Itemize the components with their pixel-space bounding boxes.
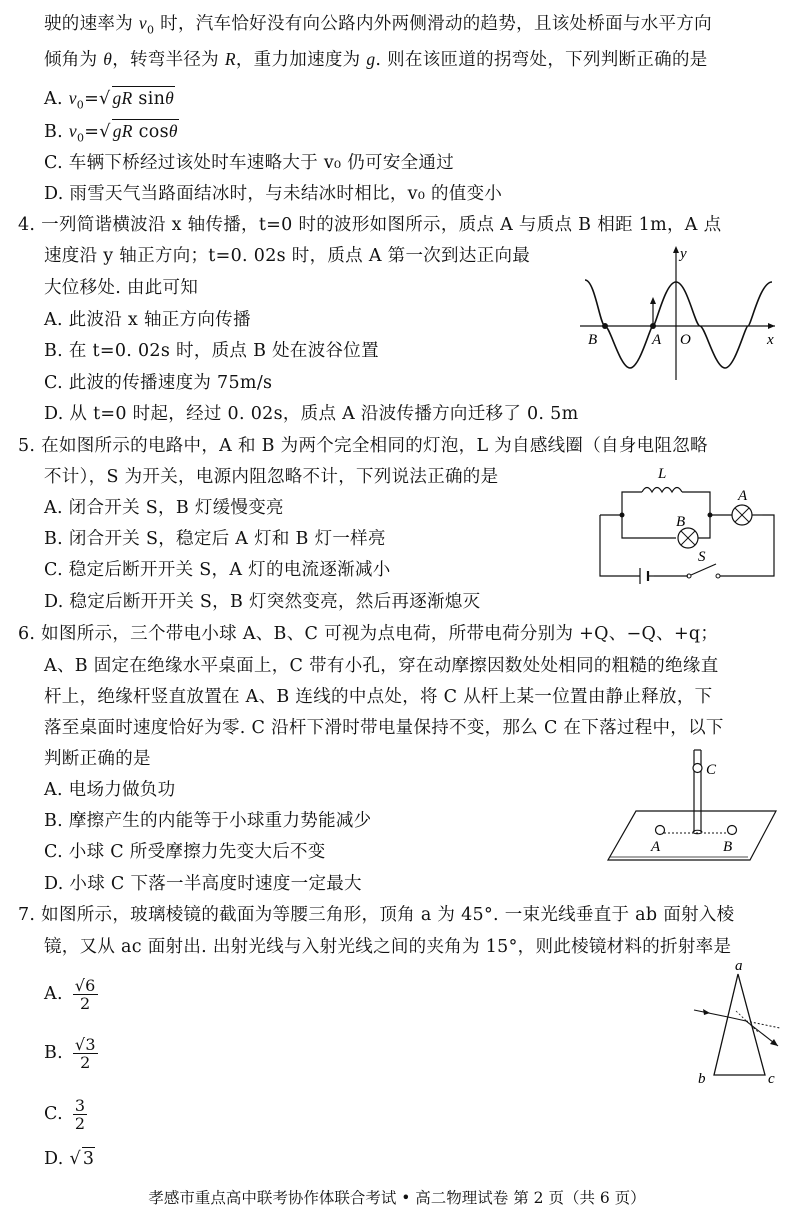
q6-option-c: C. 小球 C 所受摩擦力先变大后不变: [44, 842, 326, 862]
q3-stem-line-2: 倾角为 θ，转弯半径为 R，重力加速度为 g. 则在该匝道的拐弯处，下列判断正确的是: [44, 49, 708, 70]
q7-option-a: A. $\frac{√6}{2}$: [44, 976, 96, 1013]
prism-label-a: a: [735, 958, 743, 974]
circuit-label-l: L: [658, 466, 667, 482]
q5-option-b: B. 闭合开关 S，稳定后 A 灯和 B 灯一样亮: [44, 529, 386, 549]
q7-option-c: C. $\frac{3}{2}$: [44, 1096, 86, 1133]
q6-stem-line-5: 判断正确的是: [44, 749, 151, 769]
q7-option-b: B. $\frac{√3}{2}$: [44, 1035, 96, 1072]
wave-label-x: x: [767, 332, 774, 348]
wave-label-o: O: [680, 332, 691, 348]
q4-stem-line-3: 大位移处. 由此可知: [44, 278, 199, 298]
circuit-label-s: S: [698, 549, 706, 565]
q5-option-a: A. 闭合开关 S，B 灯缓慢变亮: [44, 498, 284, 518]
wave-label-a: A: [652, 332, 662, 348]
q5-option-c: C. 稳定后断开开关 S，A 灯的电流逐渐减小: [44, 560, 391, 580]
wave-label-b: B: [588, 332, 598, 348]
page-footer: 孝感市重点高中联考协作体联合考试 • 高二物理试卷 第 2 页（共 6 页）: [148, 1189, 646, 1207]
q3-stem-line-1: 驶的速率为 $v_0$ 时，汽车恰好没有向公路内外两侧滑动的趋势，且该处桥面与水平方向: [44, 13, 712, 37]
prism-figure: [688, 956, 788, 1091]
q3-option-b: B. $v_0=√$ gR cosθ: [44, 121, 178, 145]
q6-option-b: B. 摩擦产生的内能等于小球重力势能减少: [44, 811, 372, 831]
q3-option-d: D. 雨雪天气当路面结冰时，与未结冰时相比，v₀ 的值变小: [44, 184, 503, 204]
q7-stem-line-2: 镜，又从 ac 面射出. 出射光线与入射光线之间的夹角为 15°，则此棱镜材料的折射率是: [44, 937, 732, 957]
prism-label-b: b: [698, 1071, 706, 1087]
q4-stem-line-2: 速度沿 y 轴正方向；t=0. 02s 时，质点 A 第一次到达正向最: [44, 246, 531, 266]
wave-label-y: y: [680, 246, 687, 262]
q6-stem-line-3: 杆上，绝缘杆竖直放置在 A、B 连线的中点处，将 C 从杆上某一位置由静止释放，下: [44, 687, 713, 707]
q4-stem-line-1: 4. 一列简谐横波沿 x 轴传播，t=0 时的波形如图所示，质点 A 与质点 B 相距 1m，A 点: [18, 215, 722, 235]
q4-option-b: B. 在 t=0. 02s 时，质点 B 处在波谷位置: [44, 341, 379, 361]
figure6-label-c: C: [706, 762, 717, 778]
circuit-figure: [592, 460, 782, 585]
q5-stem-line-1: 5. 在如图所示的电路中，A 和 B 为两个完全相同的灯泡，L 为自感线圈（自身电阻忽略: [18, 436, 708, 456]
q6-option-d: D. 小球 C 下落一半高度时速度一定最大: [44, 874, 362, 894]
q6-option-a: A. 电场力做负功: [44, 780, 176, 800]
wave-figure: [580, 240, 780, 385]
q3-option-c: C. 车辆下桥经过该处时车速略大于 v₀ 仍可安全通过: [44, 153, 455, 173]
q3-option-a: A. $v_0=√$ gR sinθ: [44, 88, 175, 112]
prism-label-c: c: [768, 1071, 775, 1087]
q7-option-d: D. √ 3: [44, 1149, 95, 1169]
q6-stem-line-2: A、B 固定在绝缘水平桌面上，C 带有小孔，穿在动摩擦因数处处相同的粗糙的绝缘直: [44, 656, 719, 676]
q5-option-d: D. 稳定后断开开关 S，B 灯突然变亮，然后再逐渐熄灭: [44, 592, 481, 612]
circuit-label-b: B: [676, 514, 686, 530]
q7-stem-line-1: 7. 如图所示，玻璃棱镜的截面为等腰三角形，顶角 a 为 45°. 一束光线垂直于 ab 面射入棱: [18, 905, 735, 925]
circuit-label-a: A: [738, 488, 748, 504]
q4-option-d: D. 从 t=0 时起，经过 0. 02s，质点 A 沿波传播方向迁移了 0. 5m: [44, 404, 579, 424]
q6-stem-line-4: 落至桌面时速度恰好为零. C 沿杆下滑时带电量保持不变，那么 C 在下落过程中，以下: [44, 718, 724, 738]
charged-balls-figure: [606, 744, 786, 866]
q4-option-c: C. 此波的传播速度为 75m/s: [44, 373, 273, 393]
figure6-label-b: B: [723, 839, 733, 855]
q5-stem-line-2: 不计），S 为开关，电源内阻忽略不计，下列说法正确的是: [44, 467, 499, 487]
figure6-label-a: A: [651, 839, 661, 855]
q6-stem-line-1: 6. 如图所示，三个带电小球 A、B、C 可视为点电荷，所带电荷分别为 +Q、−Q、+q；: [18, 624, 719, 644]
q4-option-a: A. 此波沿 x 轴正方向传播: [44, 310, 251, 330]
